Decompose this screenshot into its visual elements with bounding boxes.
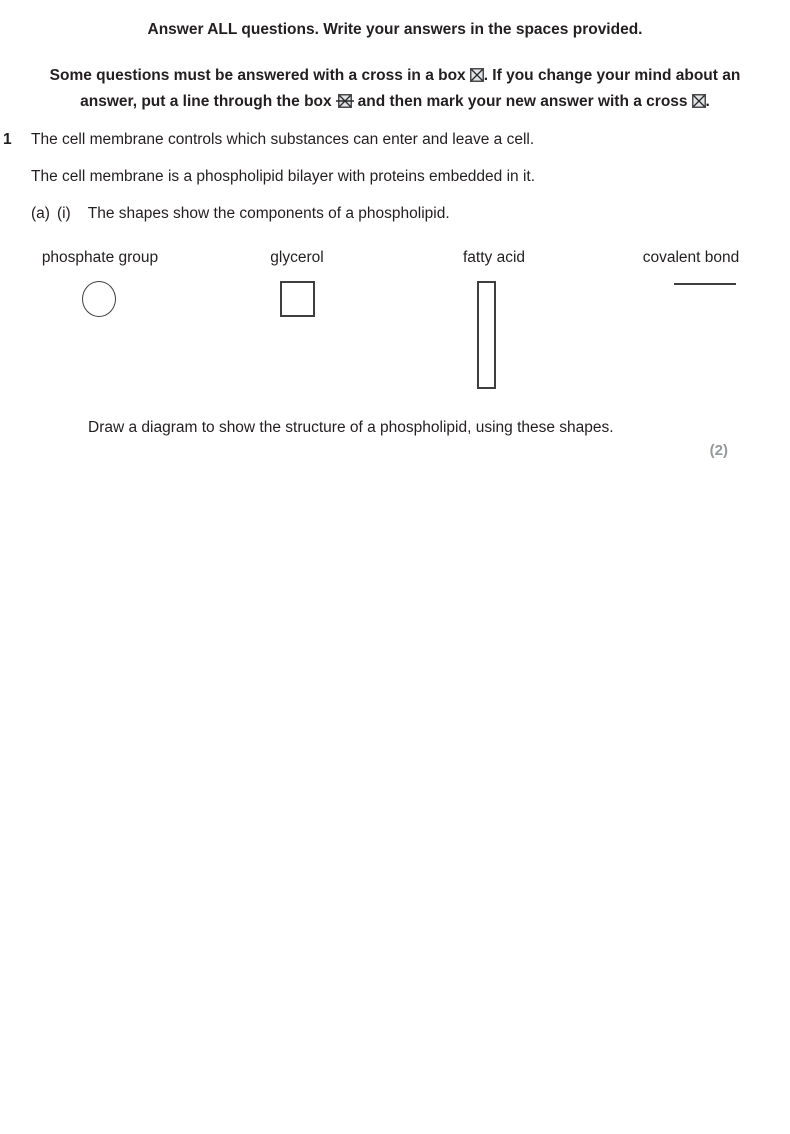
marks-badge: (2)	[709, 442, 728, 459]
part-label-i: (i)	[56, 205, 71, 222]
square-shape-glycerol	[280, 281, 315, 317]
cross-in-box-icon	[692, 92, 706, 116]
instructions-line2-pre: answer, put a line through the box	[80, 92, 332, 110]
cross-instructions	[0, 64, 790, 115]
shape-label-fatty-acid: fatty acid	[462, 249, 526, 266]
shape-label-covalent-bond: covalent bond	[642, 249, 740, 266]
cross-in-box-icon	[470, 66, 484, 90]
line-shape-covalent-bond	[674, 283, 736, 285]
part-label-a: (a)	[31, 205, 50, 222]
instructions-line1-pre: Some questions must be answered with a cross in a box	[49, 67, 466, 84]
shape-label-glycerol: glycerol	[270, 249, 324, 266]
instructions-line1-post: . If you change your mind about an	[483, 67, 741, 84]
question-intro-line-1: The cell membrane controls which substances can enter and leave a cell.	[31, 131, 535, 148]
rectangle-shape-fatty-acid	[477, 281, 496, 389]
question-intro-line-2: The cell membrane is a phospholipid bilayer with proteins embedded in it.	[31, 168, 536, 185]
question-part-line	[31, 205, 450, 223]
answer-space	[0, 470, 790, 1134]
question-number: 1	[3, 131, 12, 148]
shape-label-phosphate-group: phosphate group	[41, 249, 159, 266]
crossed-out-box-icon	[336, 92, 354, 116]
instructions-line2-mid: and then mark your new answer with a cross	[357, 92, 688, 110]
instructions-line2-post: .	[705, 92, 710, 110]
answer-all-heading: Answer ALL questions. Write your answers in the spaces provided.	[147, 21, 643, 38]
circle-shape-phosphate-group	[82, 281, 116, 317]
part-text: The shapes show the components of a phospholipid.	[87, 205, 450, 222]
draw-diagram-prompt: Draw a diagram to show the structure of a phospholipid, using these shapes.	[88, 419, 614, 436]
